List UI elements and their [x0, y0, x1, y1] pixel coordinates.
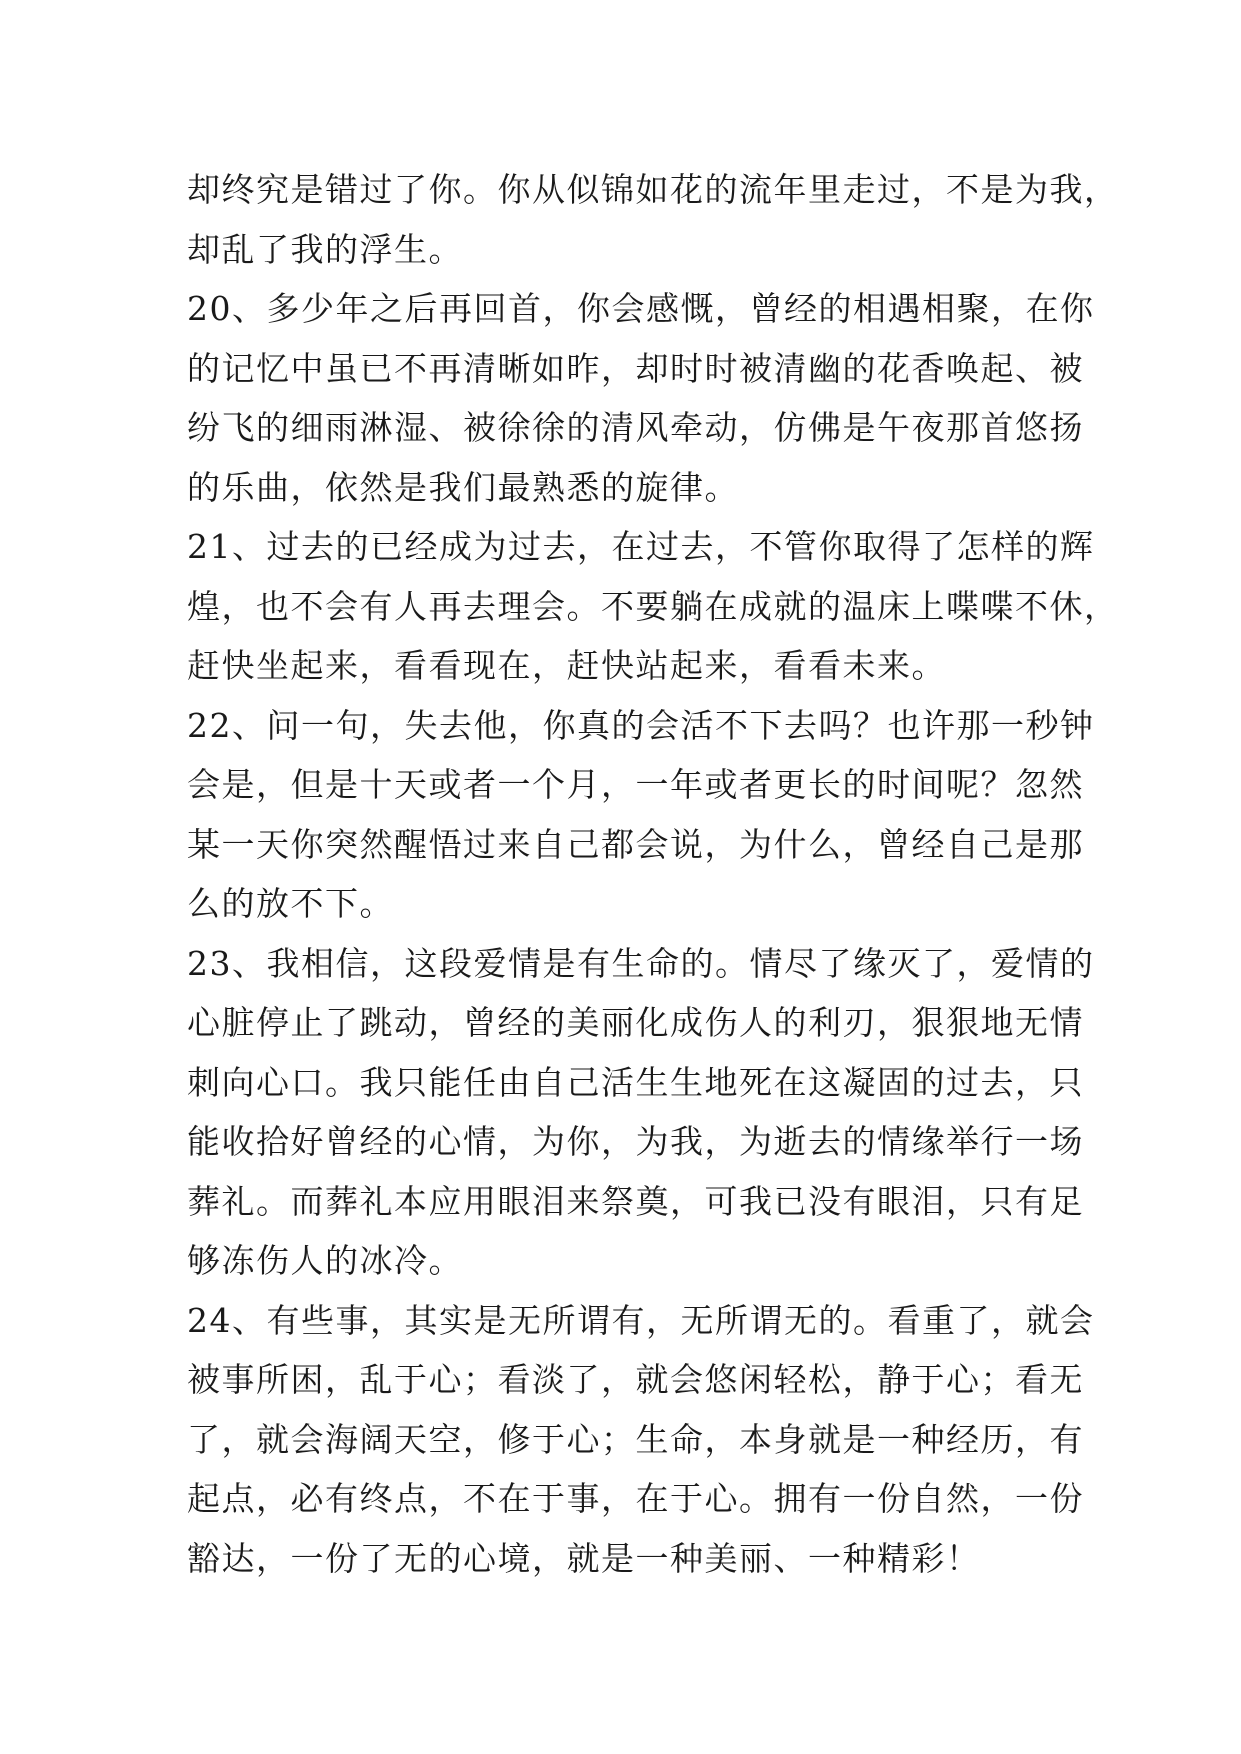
- text-line: 刺向心口。我只能任由自己活生生地死在这凝固的过去，只: [187, 1062, 1084, 1102]
- text-line: 心脏停止了跳动，曾经的美丽化成伤人的利刃，狠狠地无情: [187, 1003, 1084, 1042]
- text-line: 却终究是错过了你。你从似锦如花的流年里走过，不是为我，: [187, 170, 1119, 209]
- text-line: 么的放不下。: [187, 884, 394, 923]
- text-line: 起点，必有终点，不在于事，在于心。拥有一份自然，一份: [187, 1479, 1084, 1518]
- text-line: 葬礼。而葬礼本应用眼泪来祭奠，可我已没有眼泪，只有足: [187, 1181, 1084, 1221]
- text-line: 的记忆中虽已不再清晰如昨，却时时被清幽的花香唤起、被: [187, 348, 1084, 388]
- text-line: 能收拾好曾经的心情，为你，为我，为逝去的情缘举行一场: [187, 1122, 1084, 1161]
- text-line: 20、多少年之后再回首，你会感慨，曾经的相遇相聚，在你: [187, 289, 1095, 328]
- text-line: 赶快坐起来，看看现在，赶快站起来，看看未来。: [187, 646, 946, 685]
- text-line: 被事所困，乱于心；看淡了，就会悠闲轻松，静于心；看无: [187, 1360, 1084, 1399]
- document-body: [187, 160, 1119, 1588]
- text-line: 会是，但是十天或者一个月，一年或者更长的时间呢？忽然: [187, 765, 1084, 804]
- text-line: 却乱了我的浮生。: [187, 229, 463, 269]
- text-line: 豁达，一份了无的心境，就是一种美丽、一种精彩！: [187, 1538, 981, 1578]
- text-line: 的乐曲，依然是我们最熟悉的旋律。: [187, 467, 739, 507]
- text-line: 22、问一句，失去他，你真的会活不下去吗？也许那一秒钟: [187, 705, 1095, 745]
- text-line: 了，就会海阔天空，修于心；生命，本身就是一种经历，有: [187, 1419, 1084, 1459]
- text-line: 21、过去的已经成为过去，在过去，不管你取得了怎样的辉: [187, 527, 1095, 566]
- text-line: 够冻伤人的冰冷。: [187, 1241, 463, 1280]
- text-line: 煌，也不会有人再去理会。不要躺在成就的温床上喋喋不休，: [187, 586, 1119, 626]
- text-line: 24、有些事，其实是无所谓有，无所谓无的。看重了，就会: [187, 1300, 1095, 1340]
- text-line: 纷飞的细雨淋湿、被徐徐的清风牵动，仿佛是午夜那首悠扬: [187, 408, 1084, 447]
- text-line: 某一天你突然醒悟过来自己都会说，为什么，曾经自己是那: [187, 824, 1084, 864]
- text-line: 23、我相信，这段爱情是有生命的。情尽了缘灭了，爱情的: [187, 943, 1095, 983]
